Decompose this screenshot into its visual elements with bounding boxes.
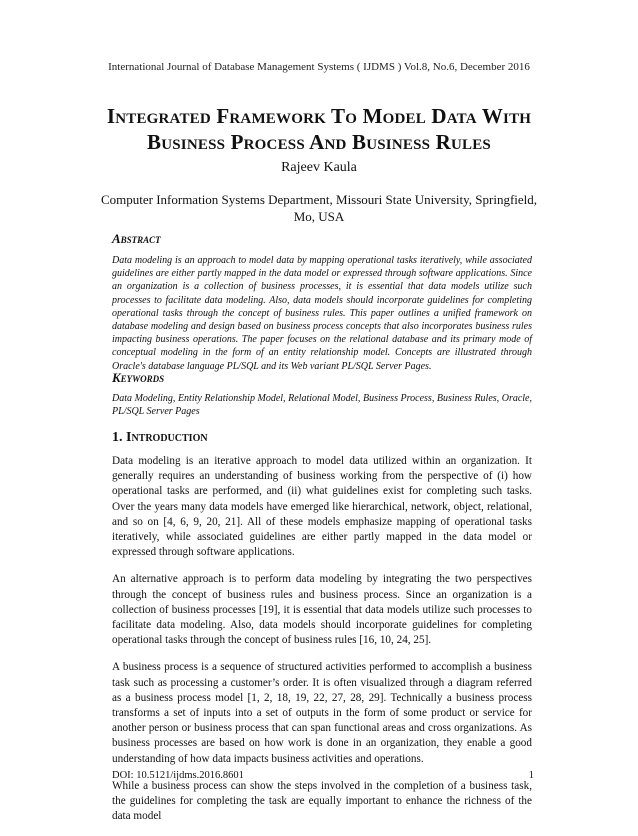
abstract-heading: Abstract: [112, 231, 161, 246]
keywords-text: Data Modeling, Entity Relationship Model, Relational Model, Business Process, Business Rules, Oracle, PL/SQL Server Pages: [112, 393, 532, 418]
body-paragraph: Data modeling is an iterative approach to model data utilized within an organization. It generally requires an understanding of business working from the perspective of (i) how operational tasks are performed, and (ii) what guidelines exist for completing such tasks. Over the years many data models have emerged like hierarchical, network, object, relational, and so on [4, 6, 9, 20, 21]. All of these models emphasize mapping of operational tasks iteratively, while associated guidelines are either partly mapped in the data model or expressed through software applications.: [112, 455, 532, 559]
footer-doi: DOI: 10.5121/ijdms.2016.8601: [112, 770, 244, 781]
footer-page-number: 1: [528, 770, 534, 781]
running-head: International Journal of Database Management Systems ( IJDMS ) Vol.8, No.6, December 2016: [108, 61, 530, 73]
body-paragraph: An alternative approach is to perform data modeling by integrating the two perspectives through the concept of business rules and business process. Since an organization is a collection of business processes [19], it is essential that data models utilize such processes to facilitate data modeling. Also, data models should incorporate guidelines for completing operational tasks through the concept of business rules [16, 10, 24, 25].: [112, 573, 532, 647]
paper-title-line-2: Business Process And Business Rules: [147, 130, 491, 154]
paper-title: [60, 103, 578, 155]
author-affiliation: Computer Information Systems Department, Missouri State University, Springfield, Mo, USA: [100, 192, 538, 224]
body-paragraph: A business process is a sequence of structured activities performed to accomplish a business task such as processing a customer’s order. It is often visualized through a diagram referred as a business process model [1, 2, 18, 19, 22, 27, 28, 29]. Technically a business process transforms a set of inputs into a set of outputs in the form of some product or service for another person or business process that can span functional areas and cross organizations. As business processes are based on how work is done in an organization, they enable a good understanding of how data impacts business activities and operations.: [112, 661, 532, 765]
keywords-heading: Keywords: [112, 370, 165, 385]
author-name: Rajeev Kaula: [281, 160, 357, 175]
paper-title-line-1: Integrated Framework To Model Data With: [106, 104, 532, 128]
introduction-heading: 1. Introduction: [112, 430, 208, 445]
abstract-text: Data modeling is an approach to model data by mapping operational tasks iteratively, while associated guidelines are either partly mapped in the data model or expressed through software applications. Since an organization is a collection of business processes, it is essential that data models utilize such processes to facilitate data modeling. Also, data models should incorporate guidelines for completing operational tasks through the concept of business rules. This paper outlines a unified framework on database modeling and design based on business process concepts that also incorporates business rules impacting business operations. The paper focuses on the relational database and its primary mode of conceptual modeling in the form of an entity relationship model. Concepts are illustrated through Oracle's database language PL/SQL and its Web variant PL/SQL Server Pages.: [112, 255, 532, 372]
body-paragraph: While a business process can show the steps involved in the completion of a business task, the guidelines for completing the task are equally important to enhance the richness of the data model: [112, 779, 532, 823]
